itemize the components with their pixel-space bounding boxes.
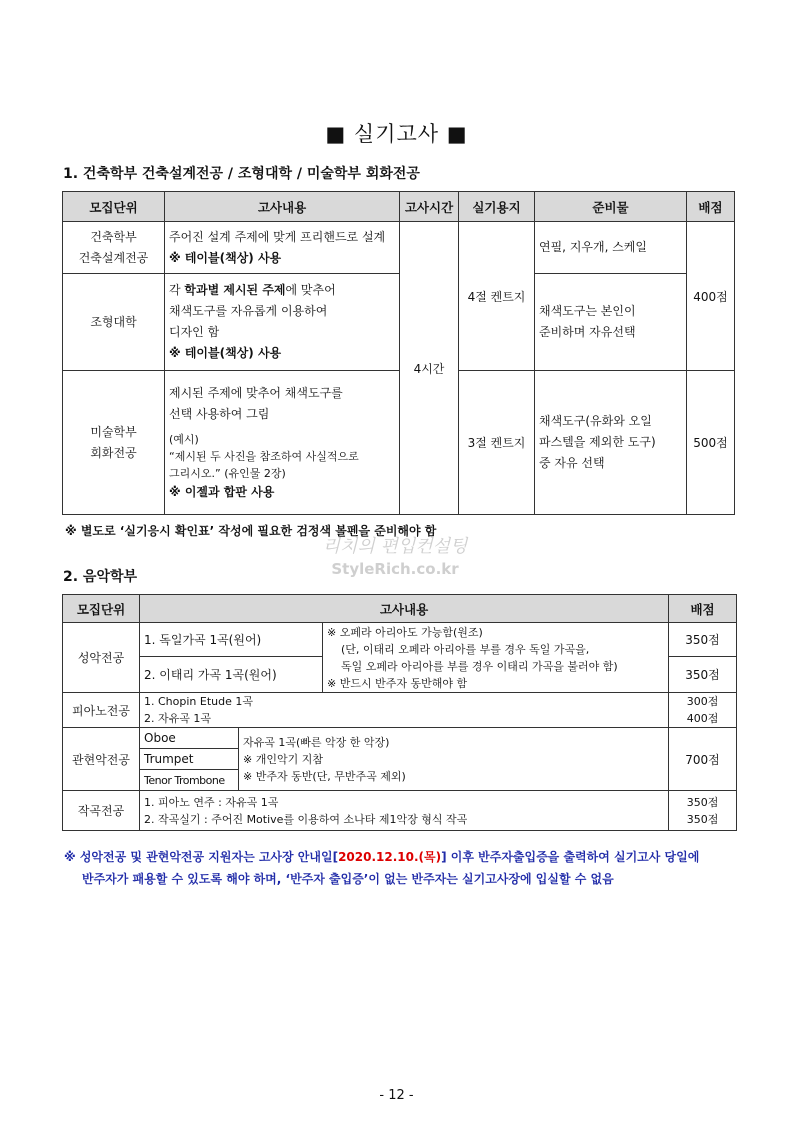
music-header-content: 고사내용 bbox=[140, 595, 669, 623]
unit-design: 조형대학 bbox=[63, 274, 165, 371]
header-content: 고사내용 bbox=[165, 192, 400, 222]
header-time: 고사시간 bbox=[400, 192, 459, 222]
instrument-trombone: Tenor Trombone bbox=[140, 770, 239, 791]
composition-items: 1. 피아노 연주 : 자유곡 1곡 2. 작곡실기 : 주어진 Motive를 이용하여 소나타 제1악장 형식 작곡 bbox=[140, 791, 669, 831]
instrument-oboe: Oboe bbox=[140, 728, 239, 749]
content-architecture: 주어진 설계 주제에 맞게 프리핸드로 설계 ※ 테이블(책상) 사용 bbox=[165, 222, 400, 274]
composition-scores: 350점 350점 bbox=[669, 791, 737, 831]
section1-heading: 1. 건축학부 건축설계전공 / 조형대학 / 미술학부 회화전공 bbox=[63, 166, 420, 182]
score-500: 500점 bbox=[687, 371, 735, 515]
watermark bbox=[315, 532, 475, 578]
vocal-item-1: 1. 독일가곡 1곡(원어) bbox=[140, 623, 323, 657]
vocal-item-2: 2. 이태리 가곡 1곡(원어) bbox=[140, 657, 323, 693]
music-header-unit: 모집단위 bbox=[63, 595, 140, 623]
watermark-line2: StyleRich.co.kr bbox=[331, 560, 459, 578]
prep-architecture: 연필, 지우개, 스케일 bbox=[535, 222, 687, 274]
unit-vocal: 성악전공 bbox=[63, 623, 140, 693]
exam-time: 4시간 bbox=[400, 222, 459, 515]
accompanist-notice-line2: 반주자가 패용할 수 있도록 해야 하며, ‘반주자 출입증’이 없는 반주자는 실기고사장에 입실할 수 없음 bbox=[82, 872, 614, 886]
notice-date: 2020.12.10.(목) bbox=[338, 850, 442, 864]
orchestra-score: 700점 bbox=[669, 728, 737, 791]
vocal-score-2: 350점 bbox=[669, 657, 737, 693]
orchestra-details: 자유곡 1곡(빠른 악장 한 악장) ※ 개인악기 지참 ※ 반주자 동반(단, 무반주곡 제외) bbox=[239, 728, 669, 791]
section2-heading: 2. 음악학부 bbox=[63, 569, 138, 585]
unit-composition: 작곡전공 bbox=[63, 791, 140, 831]
prep-design: 채색도구는 본인이 준비하며 자유선택 bbox=[535, 274, 687, 371]
piano-items: 1. Chopin Etude 1곡 2. 자유곡 1곡 bbox=[140, 693, 669, 728]
paper-3: 3절 켄트지 bbox=[459, 371, 535, 515]
accompanist-notice-line1: ※ 성악전공 및 관현악전공 지원자는 고사장 안내일[2020.12.10.(목)] 이후 반주자출입증을 출력하여 실기고사 당일에 bbox=[64, 850, 700, 864]
pen-notice: ※ 별도로 ‘실기응시 확인표’ 작성에 필요한 검정색 볼펜을 준비해야 함 bbox=[65, 524, 437, 538]
instrument-trumpet: Trumpet bbox=[140, 749, 239, 770]
content-design: 각 학과별 제시된 주제에 맞추어 채색도구를 자유롭게 이용하여 디자인 함 ※ 테이블(책상) 사용 bbox=[165, 274, 400, 371]
unit-piano: 피아노전공 bbox=[63, 693, 140, 728]
header-prep: 준비물 bbox=[535, 192, 687, 222]
music-exam-table bbox=[62, 594, 737, 831]
page-title: ■ 실기고사 ■ bbox=[325, 122, 468, 146]
vocal-score-1: 350점 bbox=[669, 623, 737, 657]
header-unit: 모집단위 bbox=[63, 192, 165, 222]
header-paper: 실기용지 bbox=[459, 192, 535, 222]
page-number: - 12 - bbox=[379, 1088, 414, 1103]
unit-orchestra: 관현악전공 bbox=[63, 728, 140, 791]
header-score: 배점 bbox=[687, 192, 735, 222]
music-header-score: 배점 bbox=[669, 595, 737, 623]
score-400: 400점 bbox=[687, 222, 735, 371]
watermark-line1: 리치의 편입컨설팅 bbox=[322, 536, 468, 557]
piano-scores: 300점 400점 bbox=[669, 693, 737, 728]
paper-4: 4절 켄트지 bbox=[459, 222, 535, 371]
unit-painting: 미술학부 회화전공 bbox=[63, 371, 165, 515]
unit-architecture: 건축학부 건축설계전공 bbox=[63, 222, 165, 274]
art-exam-table bbox=[62, 191, 735, 515]
content-painting: 제시된 주제에 맞추어 채색도구를 선택 사용하여 그림 (예시) “제시된 두 사진을 참조하여 사실적으로 그리시오.” (유인물 2장) ※ 이젤과 합판 사용 bbox=[165, 371, 400, 515]
vocal-notes: ※ 오페라 아리아도 가능함(원조) (단, 이태리 오페라 아리아를 부를 경우 독일 가곡을, 독일 오페라 아리아를 부를 경우 이태리 가곡을 불러야 함) ※ 반드시 반주자 동반해야 함 bbox=[323, 623, 669, 693]
prep-painting: 채색도구(유화와 오일 파스텔을 제외한 도구) 중 자유 선택 bbox=[535, 371, 687, 515]
